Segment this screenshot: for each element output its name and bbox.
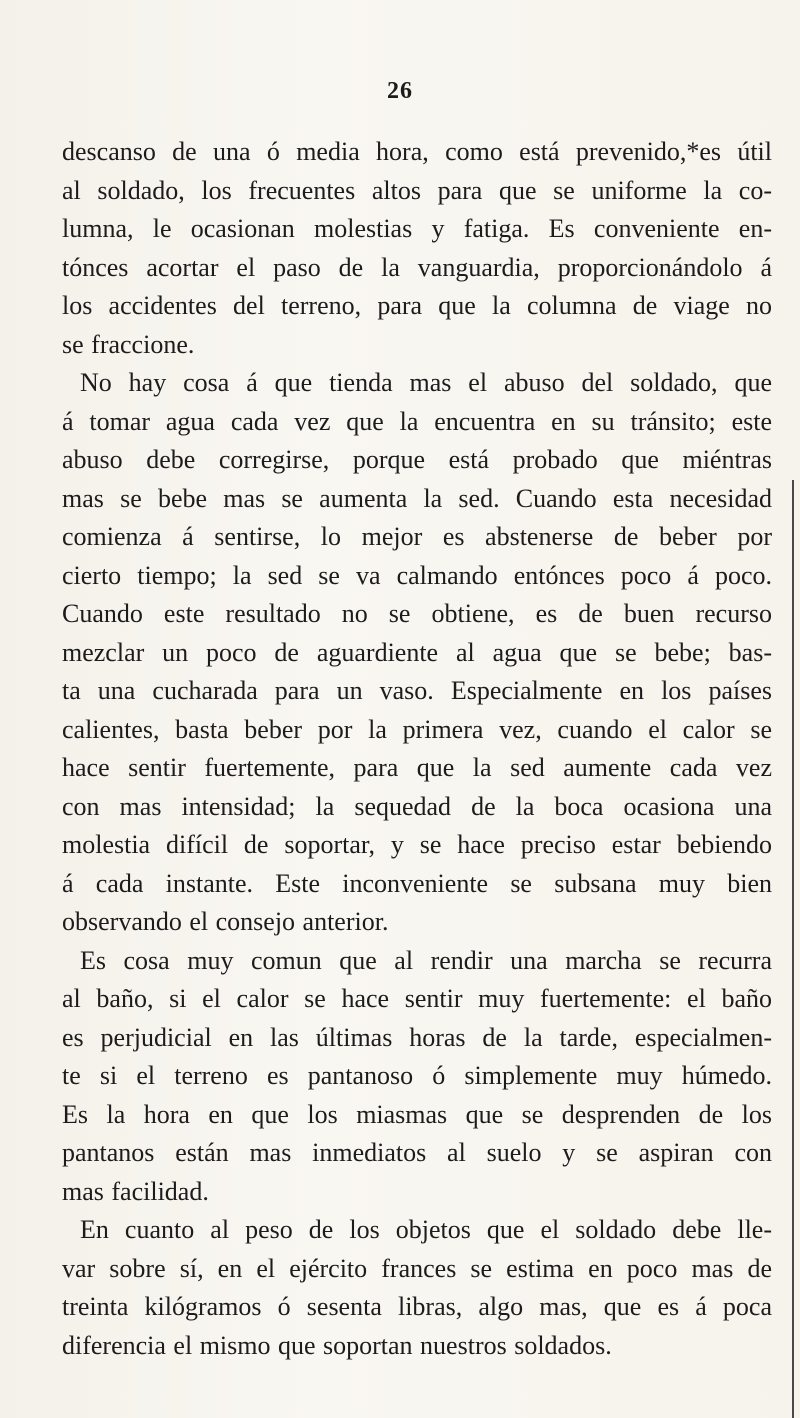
page-edge-line [792,480,794,1418]
text-line: es perjudicial en las últimas horas de la tarde, especialmen- [62,1022,772,1052]
paragraph-1 [62,133,772,364]
text-line: cierto tiempo; la sed se va calmando entónces poco á poco. [62,560,772,590]
text-line: pantanos están mas inmediatos al suelo y se aspiran con [62,1138,772,1167]
text-line: Es cosa muy comun que al rendir una marcha se recurra [80,945,772,975]
text-line: observando el consejo anterior. [62,907,389,936]
text-line: diferencia el mismo que soportan nuestros soldados. [62,1330,612,1360]
text-line: molestia difícil de soportar, y se hace preciso estar bebiendo [62,830,772,859]
text-line: á cada instante. Este inconveniente se subsana muy bien [62,868,772,898]
paragraph-2 [62,364,772,942]
text-line: abuso debe corregirse, porque está probado que miéntras [62,445,772,474]
text-line: var sobre sí, en el ejército frances se estima en poco mas de [62,1253,772,1283]
page-number: 26 [387,78,413,104]
text-line: tónces acortar el paso de la vanguardia, proporcionándolo á [62,252,772,282]
text-line: calientes, basta beber por la primera vez, cuando el calor se [62,714,772,744]
text-line: descanso de una ó media hora, como está prevenido,*es útil [62,137,772,166]
text-line: al baño, si el calor se hace sentir muy fuertemente: el baño [62,984,772,1013]
text-line: En cuanto al peso de los objetos que el soldado debe lle- [80,1215,772,1244]
text-line: te si el terreno es pantanoso ó simplemente muy húmedo. [62,1061,772,1090]
paragraph-4 [62,1211,772,1365]
text-line: No hay cosa á que tienda mas el abuso del soldado, que [80,368,772,397]
text-line: comienza á sentirse, lo mejor es abstenerse de beber por [62,522,772,551]
text-line: hace sentir fuertemente, para que la sed aumente cada vez [62,753,772,782]
paragraph-3 [62,942,772,1212]
text-line: los accidentes del terreno, para que la columna de viage no [62,291,772,320]
text-line: Es la hora en que los miasmas que se desprenden de los [62,1099,772,1129]
body-text [62,133,772,1365]
text-line: se fraccione. [62,329,195,359]
text-line: Cuando este resultado no se obtiene, es de buen recurso [62,599,772,628]
text-line: mezclar un poco de aguardiente al agua que se bebe; bas- [62,637,772,667]
text-line: mas facilidad. [62,1176,209,1206]
text-line: treinta kilógramos ó sesenta libras, algo mas, que es á poca [62,1292,772,1321]
text-line: á tomar agua cada vez que la encuentra en su tránsito; este [62,406,772,436]
text-line: mas se bebe mas se aumenta la sed. Cuando esta necesidad [62,483,772,513]
text-line: ta una cucharada para un vaso. Especialmente en los países [62,676,772,705]
text-line: lumna, le ocasionan molestias y fatiga. Es conveniente en- [62,214,772,243]
text-line: al soldado, los frecuentes altos para que se uniforme la co- [62,175,772,205]
text-line: con mas intensidad; la sequedad de la boca ocasiona una [62,791,772,821]
